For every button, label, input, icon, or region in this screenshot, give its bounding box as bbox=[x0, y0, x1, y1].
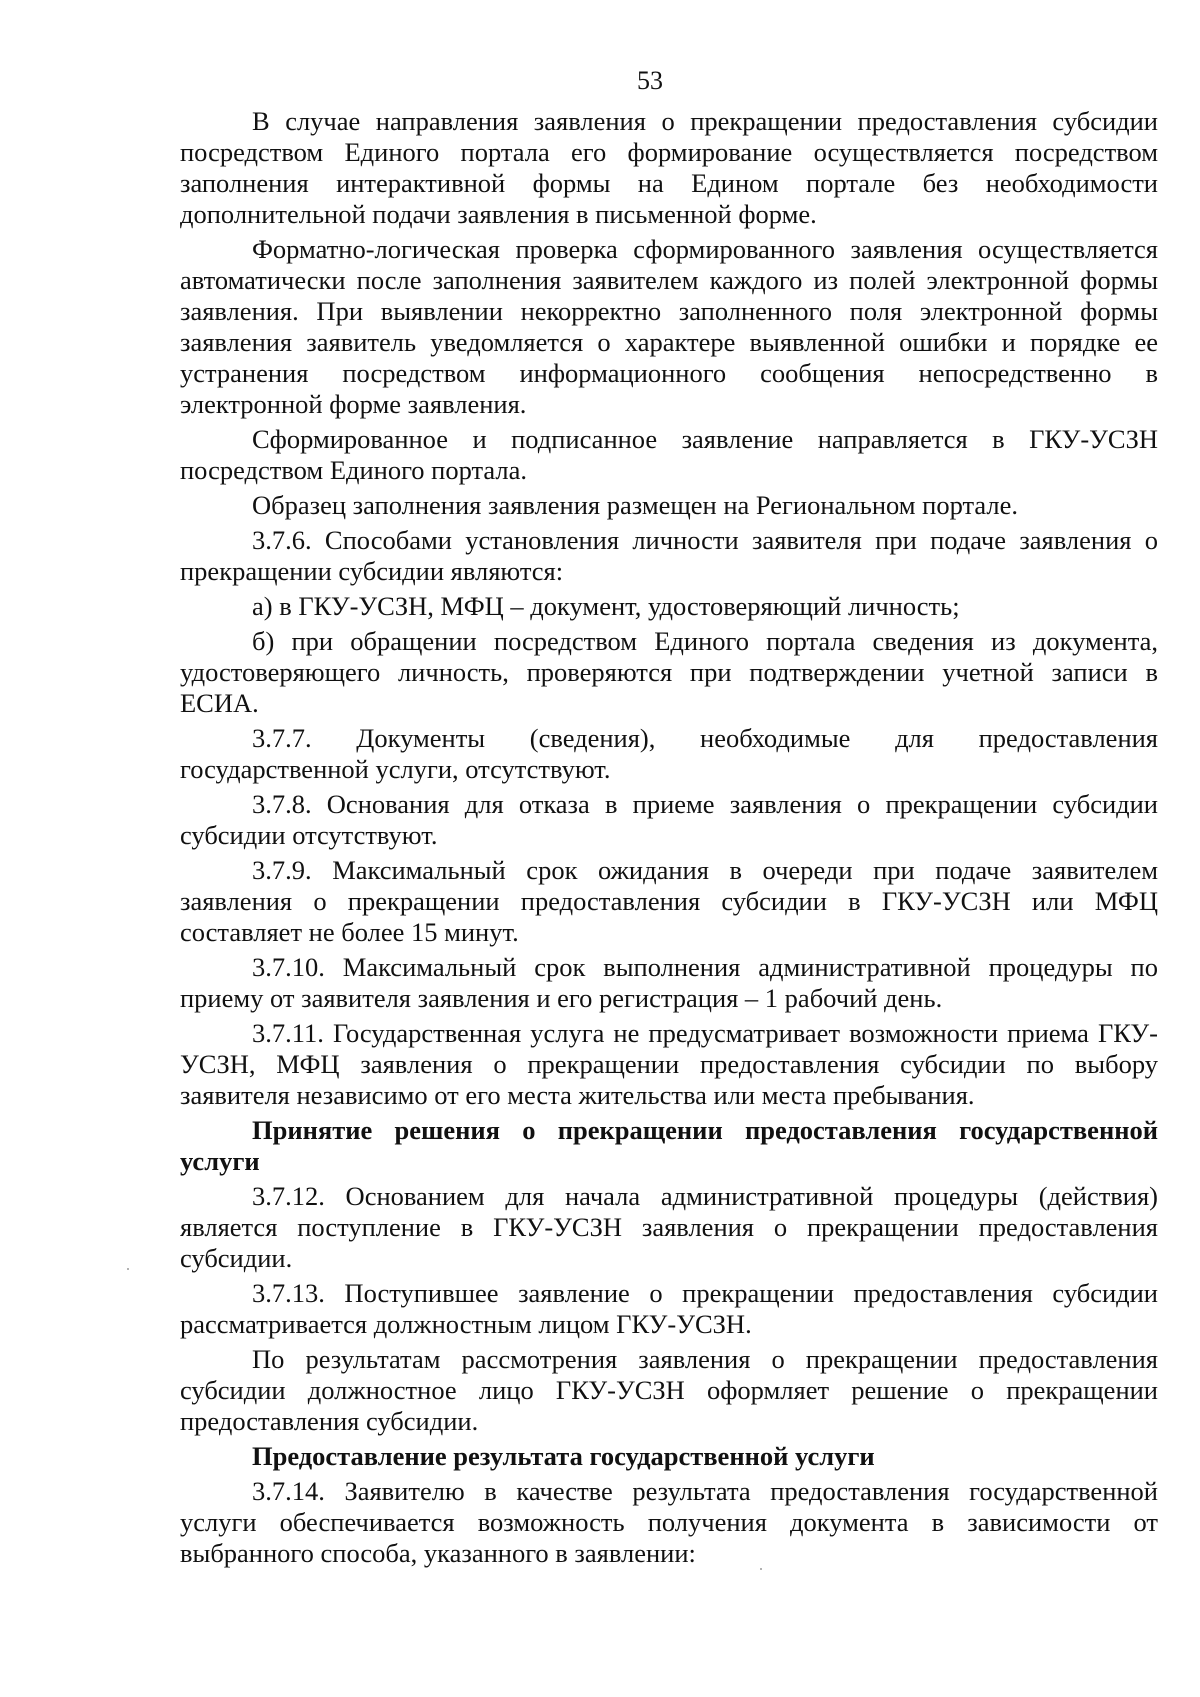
paragraph-item-a: а) в ГКУ-УСЗН, МФЦ – документ, удостоверяющий личность; bbox=[252, 591, 960, 621]
paragraph-portal-submission: В случае направления заявления о прекращении предоставления субсидии посредством Единого портала его формирование осуществляется посредством заполнения интерактивной формы на Едином портале без необходимости дополнительной подачи заявления в письменной форме. bbox=[180, 106, 1158, 229]
paragraph-signed-application: Сформированное и подписанное заявление направляется в ГКУ-УСЗН посредством Единого портала. bbox=[180, 424, 1158, 485]
paragraph-3-7-6: 3.7.6. Способами установления личности заявителя при подаче заявления о прекращении субсидии являются: bbox=[180, 525, 1158, 586]
section-heading-decision: Принятие решения о прекращении предоставления государственной услуги bbox=[180, 1115, 1158, 1176]
paragraph-3-7-11: 3.7.11. Государственная услуга не предусматривает возможности приема ГКУ-УСЗН, МФЦ заявления о прекращении предоставления субсидии по выбору заявителя независимо от его места жительства или места пребывания. bbox=[180, 1018, 1158, 1110]
paragraph-review-result: По результатам рассмотрения заявления о прекращении предоставления субсидии должностное лицо ГКУ-УСЗН оформляет решение о прекращении предоставления субсидии. bbox=[180, 1344, 1158, 1436]
document-body bbox=[180, 106, 1158, 1569]
paragraph-item-b: б) при обращении посредством Единого портала сведения из документа, удостоверяющего личность, проверяются при подтверждении учетной записи в ЕСИА. bbox=[180, 626, 1158, 718]
paragraph-3-7-14: 3.7.14. Заявителю в качестве результата предоставления государственной услуги обеспечивается возможность получения документа в зависимости от выбранного способа, указанного в заявлении: bbox=[180, 1476, 1158, 1568]
paragraph-3-7-13: 3.7.13. Поступившее заявление о прекращении предоставления субсидии рассматривается должностным лицом ГКУ-УСЗН. bbox=[180, 1278, 1158, 1339]
paragraph-sample-form: Образец заполнения заявления размещен на Региональном портале. bbox=[252, 490, 1019, 520]
scan-speck bbox=[127, 1268, 129, 1270]
scan-speck bbox=[760, 1568, 762, 1570]
paragraph-format-check: Форматно-логическая проверка сформированного заявления осуществляется автоматически после заполнения заявителем каждого из полей электронной формы заявления. При выявлении некорректно заполненного поля электронной формы заявления заявитель уведомляется о характере выявленной ошибки и порядке ее устранения посредством информационного сообщения непосредственно в электронной форме заявления. bbox=[180, 234, 1158, 419]
paragraph-3-7-12: 3.7.12. Основанием для начала административной процедуры (действия) является поступление в ГКУ-УСЗН заявления о прекращении предоставления субсидии. bbox=[180, 1181, 1158, 1273]
paragraph-3-7-7: 3.7.7. Документы (сведения), необходимые для предоставления государственной услуги, отсутствуют. bbox=[180, 723, 1158, 784]
paragraph-3-7-8: 3.7.8. Основания для отказа в приеме заявления о прекращении субсидии субсидии отсутствуют. bbox=[180, 789, 1158, 850]
paragraph-3-7-10: 3.7.10. Максимальный срок выполнения административной процедуры по приему от заявителя заявления и его регистрация – 1 рабочий день. bbox=[180, 952, 1158, 1013]
paragraph-3-7-9: 3.7.9. Максимальный срок ожидания в очереди при подаче заявителем заявления о прекращении предоставления субсидии в ГКУ-УСЗН или МФЦ составляет не более 15 минут. bbox=[180, 855, 1158, 947]
section-heading-result: Предоставление результата государственной услуги bbox=[252, 1441, 875, 1471]
page-number: 53 bbox=[637, 66, 663, 95]
